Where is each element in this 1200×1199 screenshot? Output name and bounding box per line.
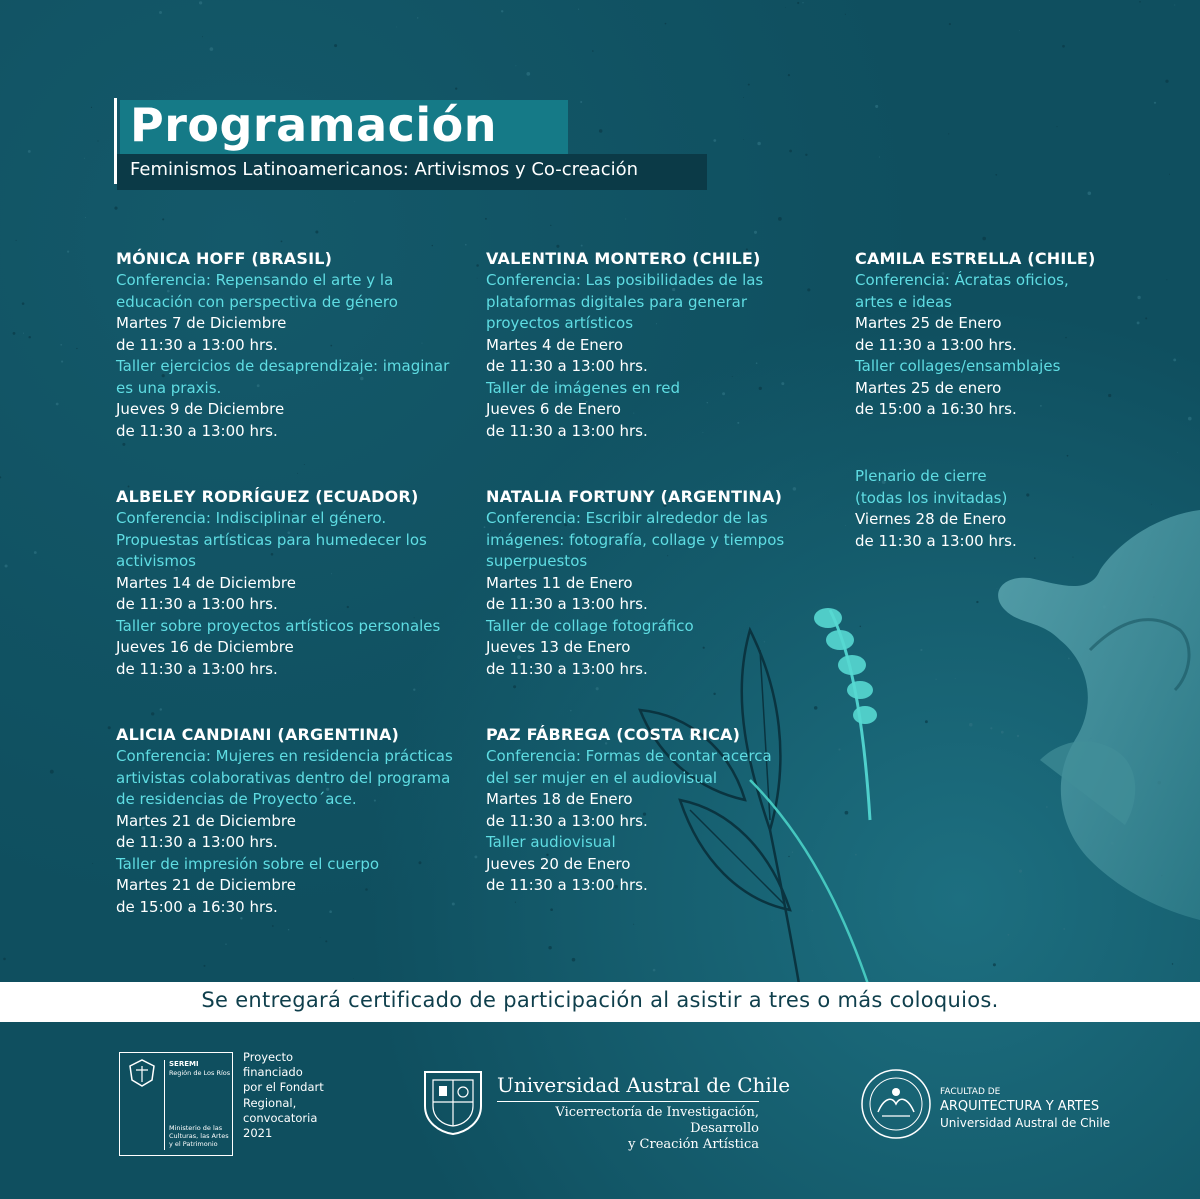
speckle-dot [513, 685, 516, 688]
speckle-dot [1137, 321, 1140, 324]
session-line: artes e ideas [855, 292, 952, 311]
speckle-dot [949, 23, 951, 25]
speckle-dot [1145, 317, 1147, 319]
time-line: de 11:30 a 13:00 hrs. [855, 335, 1017, 354]
speckle-dot [743, 139, 744, 140]
speckle-dot [581, 245, 583, 247]
time-line: de 11:30 a 13:00 hrs. [116, 659, 278, 678]
session-line: Plenario de cierre [855, 467, 987, 485]
speckle-dot [396, 27, 397, 28]
speckle-dot [162, 218, 164, 220]
speckle-dot [225, 944, 226, 945]
session-line: de residencias de Proyecto´ace. [116, 790, 357, 808]
speckle-dot [22, 302, 25, 305]
uach-rule [497, 1101, 759, 1102]
speckle-dot [1177, 452, 1178, 453]
speckle-dot [548, 946, 551, 949]
speckle-dot [13, 332, 16, 335]
date-line: Jueves 9 de Diciembre [116, 400, 285, 418]
speckle-dot [203, 965, 205, 967]
session-line: es una praxis. [116, 378, 222, 397]
date-line: Jueves 16 de Diciembre [116, 638, 294, 656]
uach-subtitle-line: y Creación Artística [628, 1137, 759, 1152]
session-line: Taller collages/ensamblajes [855, 357, 1061, 375]
time-line: de 11:30 a 13:00 hrs. [486, 876, 648, 894]
closing-plenary-block [855, 466, 1115, 552]
speaker-name: PAZ FÁBREGA (COSTA RICA) [486, 725, 741, 744]
speckle-dot [802, 2, 803, 3]
speckle-dot [151, 712, 154, 715]
speckle-dot [28, 336, 30, 338]
speckle-dot [805, 154, 807, 156]
date-line: Viernes 28 de Enero [855, 510, 1007, 528]
speckle-dot [785, 7, 786, 8]
speckle-dot [1166, 279, 1167, 280]
speckle-dot [354, 201, 355, 202]
seremi-divider [164, 1060, 165, 1150]
speckle-dot [550, 225, 551, 226]
speckle-dot [320, 937, 321, 938]
speckle-dot [1088, 192, 1092, 196]
speaker-block [486, 486, 846, 680]
speckle-dot [199, 1, 202, 4]
speaker-block [116, 248, 476, 442]
speckle-dot [84, 158, 85, 159]
seremi-region: Región de Los Ríos [169, 1069, 231, 1077]
speckle-dot [748, 84, 750, 86]
speckle-dot [122, 443, 125, 446]
seremi-ministry: Ministerio de las [169, 1124, 223, 1132]
speckle-dot [272, 925, 274, 927]
speckle-dot [1165, 80, 1168, 83]
speaker-name: VALENTINA MONTERO (CHILE) [486, 249, 761, 268]
speckle-dot [485, 218, 487, 220]
session-line: Conferencia: Ácratas oficios, [855, 271, 1069, 289]
speckle-dot [1139, 1, 1141, 3]
speckle-dot [16, 240, 17, 241]
session-line: Taller de collage fotográfico [486, 616, 694, 635]
speaker-name: ALBELEY RODRÍGUEZ (ECUADOR) [116, 487, 419, 506]
speckle-dot [1019, 30, 1020, 31]
session-line: artivistas colaborativas dentro del programa [116, 768, 451, 787]
speckle-dot [281, 241, 283, 243]
speckle-dot [417, 17, 418, 18]
faculty-name: ARQUITECTURA Y ARTES [940, 1099, 1100, 1114]
speckle-dot [61, 361, 63, 363]
date-line: Martes 18 de Enero [486, 790, 633, 808]
faculty-university: Universidad Austral de Chile [940, 1116, 1111, 1130]
session-line: (todas los invitadas) [855, 488, 1008, 507]
time-line: de 11:30 a 13:00 hrs. [486, 357, 648, 375]
speckle-dot [570, 710, 571, 711]
speckle-dot [875, 105, 878, 108]
speckle-dot [432, 245, 433, 246]
seremi-ministry: y el Patrimonio [169, 1140, 218, 1148]
fondart-line: Regional, [243, 1095, 297, 1110]
speaker-block [855, 248, 1115, 421]
session-line: Conferencia: Indisciplinar el género. [116, 509, 387, 527]
speaker-block [486, 248, 846, 442]
date-line: Martes 11 de Enero [486, 573, 633, 592]
speckle-dot [56, 403, 59, 406]
session-line: Taller audiovisual [486, 833, 616, 851]
time-line: de 11:30 a 13:00 hrs. [116, 335, 278, 354]
time-line: de 15:00 a 16:30 hrs. [855, 400, 1017, 418]
speckle-dot [754, 231, 757, 234]
speckle-dot [1169, 174, 1170, 175]
speckle-dot [34, 551, 37, 554]
speckle-dot [599, 129, 602, 132]
session-line: Conferencia: Las posibilidades de las [486, 271, 764, 289]
speckle-dot [97, 140, 98, 141]
speckle-dot [413, 689, 415, 691]
date-line: Martes 4 de Enero [486, 335, 624, 354]
speckle-dot [476, 264, 479, 267]
time-line: de 15:00 a 16:30 hrs. [116, 897, 278, 916]
speckle-dot [288, 929, 289, 930]
speaker-block [116, 486, 476, 680]
session-line: Taller sobre proyectos artísticos personales [116, 616, 441, 635]
seremi-ministry: Culturas, las Artes [169, 1132, 229, 1140]
session-line: Taller de impresión sobre el cuerpo [116, 854, 380, 873]
date-line: Jueves 13 de Enero [486, 638, 631, 656]
speckle-dot [982, 237, 986, 241]
session-line: educación con perspectiva de género [116, 292, 398, 311]
speckle-dot [455, 87, 457, 89]
date-line: Martes 14 de Diciembre [116, 573, 296, 592]
speckle-dot [1188, 417, 1192, 421]
speckle-dot [1174, 5, 1175, 6]
speckle-dot [210, 47, 214, 51]
session-line: Taller ejercicios de desaprendizaje: imaginar [116, 357, 450, 375]
page-title: Programación [130, 98, 498, 152]
speckle-dot [1137, 296, 1140, 299]
uach-subtitle [497, 1105, 759, 1153]
speckle-dot [0, 476, 1, 478]
speckle-dot [788, 74, 790, 76]
speaker-name: ALICIA CANDIANI (ARGENTINA) [116, 725, 400, 744]
certificate-notice: Se entregará certificado de participación al asistir a tres o más coloquios. [201, 988, 999, 1012]
session-line: imágenes: fotografía, collage y tiempos [486, 530, 785, 549]
chile-coat-of-arms-icon [124, 1058, 160, 1088]
speckle-dot [315, 231, 318, 234]
session-line: Conferencia: Mujeres en residencia prácticas [116, 747, 453, 765]
fondart-note [243, 1050, 353, 1141]
speckle-dot [665, 23, 667, 25]
speckle-dot [334, 44, 337, 47]
uach-shield-icon [419, 1068, 487, 1136]
speckle-dot [526, 72, 530, 76]
time-line: de 11:30 a 13:00 hrs. [116, 833, 278, 851]
uach-title: Universidad Austral de Chile [497, 1073, 791, 1097]
session-line: activismos [116, 552, 196, 570]
page-subtitle: Feminismos Latinoamericanos: Artivismos y Co-creación [130, 159, 639, 180]
speckle-dot [50, 770, 54, 774]
sculpture-figure [998, 510, 1200, 920]
speckle-dot [160, 708, 162, 710]
uach-subtitle-line: Vicerrectoría de Investigación, Desarrollo [555, 1105, 759, 1136]
fondart-line: por el Fondart [243, 1080, 324, 1095]
session-line: Conferencia: Escribir alrededor de las [486, 509, 768, 527]
speckle-dot [1062, 45, 1065, 48]
speckle-dot [572, 958, 576, 962]
speckle-dot [92, 863, 93, 864]
speaker-block [116, 724, 476, 918]
speckle-dot [995, 174, 997, 176]
fondart-line: financiado [243, 1065, 303, 1080]
speckle-dot [5, 564, 8, 567]
speckle-dot [1057, 126, 1058, 127]
speckle-dot [108, 726, 111, 729]
time-line: de 11:30 a 13:00 hrs. [486, 595, 648, 613]
speckle-dot [501, 10, 503, 12]
speckle-dot [797, 2, 799, 4]
speckle-dot [23, 333, 24, 334]
date-line: Martes 21 de Diciembre [116, 811, 296, 830]
session-line: Conferencia: Repensando el arte y la [116, 271, 394, 289]
speckle-dot [845, 14, 846, 15]
speckle-dot [592, 50, 594, 52]
speckle-dot [743, 97, 744, 98]
session-line: del ser mujer en el audiovisual [486, 768, 718, 787]
speckle-dot [1154, 102, 1156, 104]
date-line: Jueves 6 de Enero [486, 400, 621, 418]
speckle-dot [879, 156, 880, 157]
date-line: Jueves 20 de Enero [486, 854, 631, 873]
session-line: proyectos artísticos [486, 314, 634, 332]
fondart-line: convocatoria [243, 1110, 318, 1125]
date-line: Martes 7 de Diciembre [116, 314, 287, 332]
speckle-dot [3, 958, 6, 961]
session-line: Conferencia: Formas de contar acerca [486, 747, 772, 765]
speckle-dot [67, 251, 69, 253]
date-line: Martes 25 de enero [855, 378, 1002, 397]
speckle-dot [515, 902, 516, 903]
speckle-dot [1173, 358, 1176, 361]
speaker-block [486, 724, 846, 897]
speckle-dot [28, 150, 31, 153]
speckle-dot [76, 348, 77, 349]
speckle-dot [114, 207, 117, 210]
speckle-dot [515, 65, 516, 66]
faculty-seal-icon [860, 1068, 932, 1140]
speaker-name: CAMILA ESTRELLA (CHILE) [855, 249, 1096, 268]
time-line: de 11:30 a 13:00 hrs. [855, 531, 1017, 550]
speckle-dot [91, 107, 92, 108]
date-line: Martes 21 de Diciembre [116, 876, 296, 894]
fondart-line: Proyecto [243, 1050, 293, 1064]
time-line: de 11:30 a 13:00 hrs. [486, 421, 648, 440]
speckle-dot [325, 940, 327, 942]
session-line: Taller de imágenes en red [486, 378, 681, 397]
speckle-dot [297, 473, 298, 474]
speckle-dot [353, 978, 354, 979]
speckle-dot [757, 142, 761, 146]
speckle-dot [789, 150, 792, 153]
fondart-line: 2021 [243, 1126, 273, 1141]
speckle-dot [596, 687, 599, 690]
speckle-dot [550, 908, 553, 911]
speckle-dot [60, 344, 62, 346]
speckle-dot [1067, 455, 1069, 457]
time-line: de 11:30 a 13:00 hrs. [116, 421, 278, 440]
speckle-dot [580, 101, 582, 103]
speckle-dot [465, 244, 467, 246]
seremi-label: SEREMI [169, 1060, 199, 1068]
speckle-dot [159, 11, 162, 14]
speckle-dot [202, 36, 203, 37]
speckle-dot [578, 9, 579, 10]
faculty-label: FACULTAD DE [940, 1087, 1001, 1097]
speaker-name: NATALIA FORTUNY (ARGENTINA) [486, 487, 783, 506]
speckle-dot [304, 464, 305, 465]
session-line: Propuestas artísticas para humedecer los [116, 530, 427, 549]
speckle-dot [85, 217, 86, 218]
date-line: Martes 25 de Enero [855, 314, 1002, 332]
time-line: de 11:30 a 13:00 hrs. [486, 811, 648, 830]
speckle-dot [477, 278, 478, 279]
session-line: plataformas digitales para generar [486, 292, 747, 311]
speckle-dot [713, 139, 716, 142]
speckle-dot [948, 133, 949, 134]
speckle-dot [778, 217, 782, 221]
time-line: de 11:30 a 13:00 hrs. [486, 659, 648, 678]
session-line: superpuestos [486, 552, 588, 570]
time-line: de 11:30 a 13:00 hrs. [116, 595, 278, 613]
speckle-dot [625, 219, 626, 220]
speaker-name: MÓNICA HOFF (BRASIL) [116, 249, 333, 268]
